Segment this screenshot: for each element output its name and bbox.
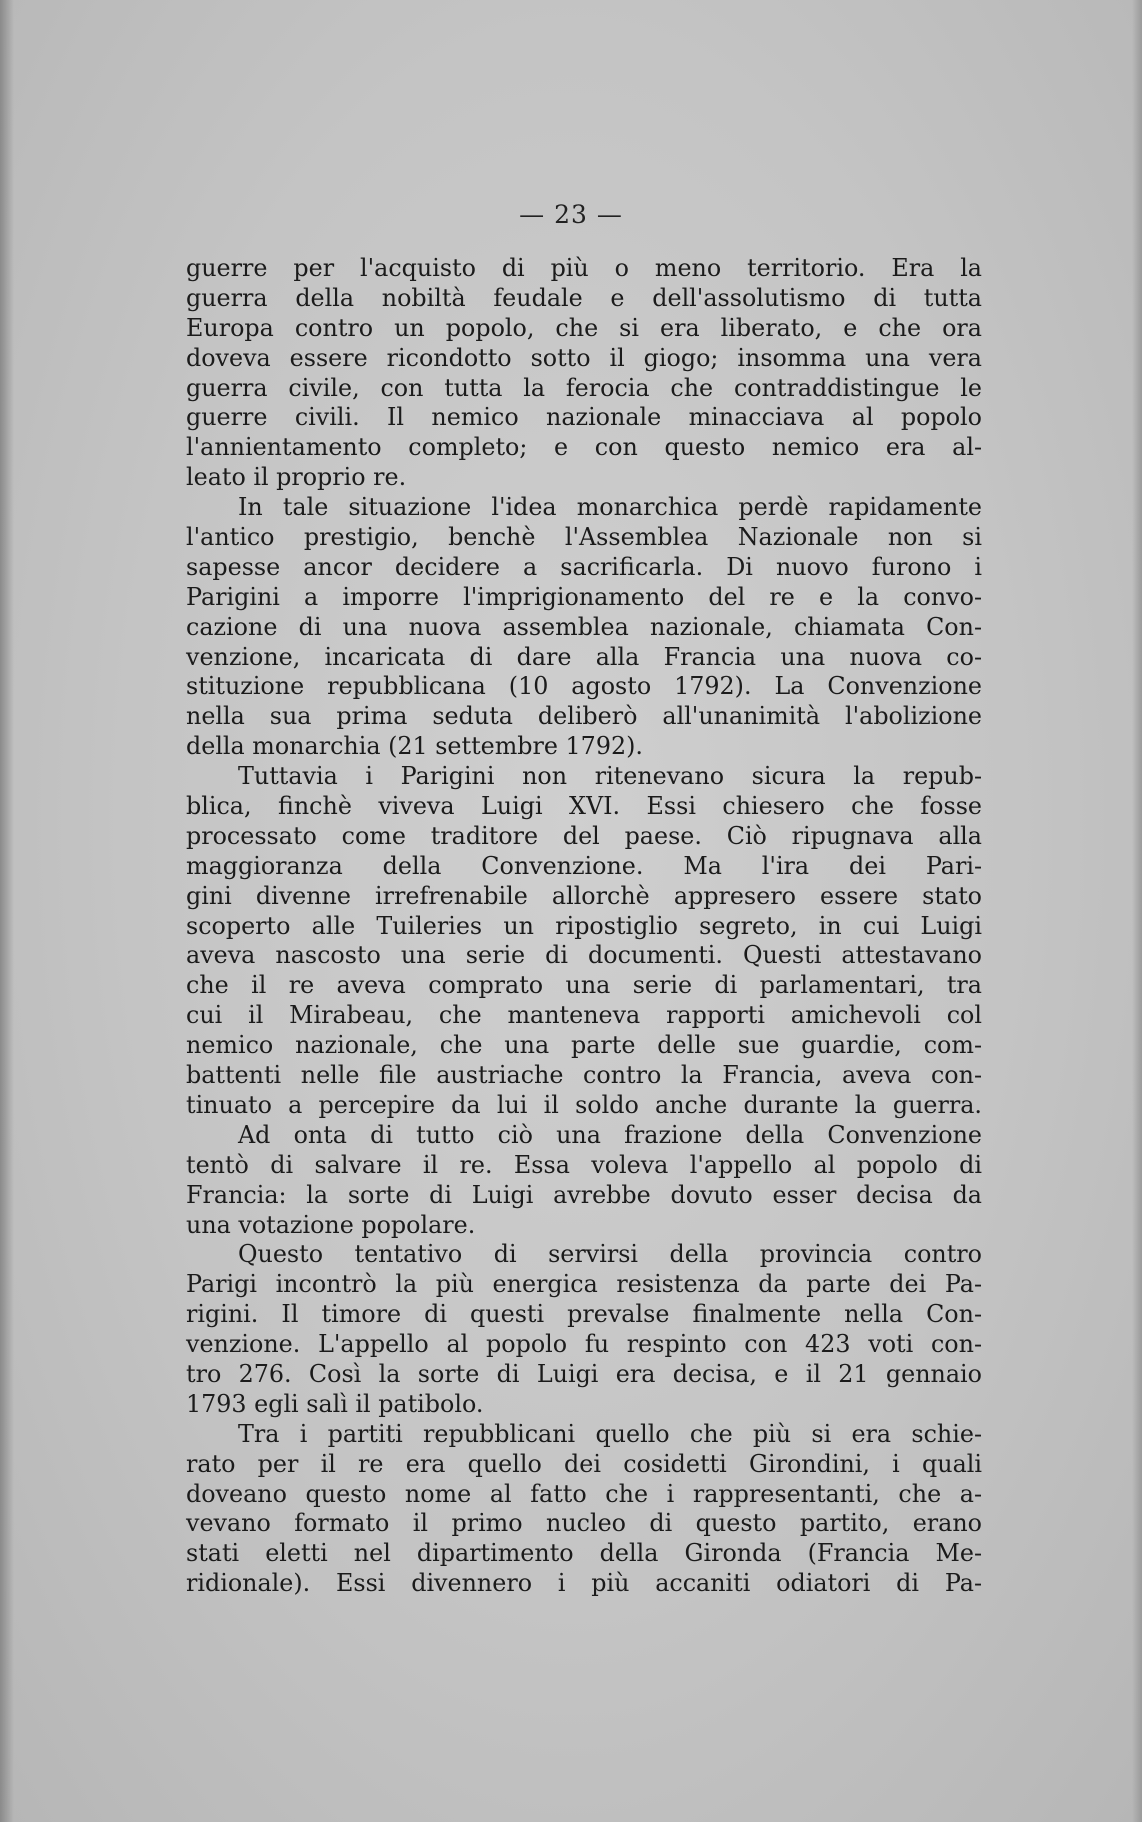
page-edge-left [0,0,14,1822]
text-line: guerra civile, con tutta la ferocia che contraddistingue le [186,373,982,402]
page-number: — 23 — [519,200,623,229]
text-line: Francia: la sorte di Luigi avrebbe dovuto esser decisa da [186,1180,982,1209]
text-line: vevano formato il primo nucleo di questo partito, erano [186,1509,982,1538]
text-line: nemico nazionale, che una parte delle sue guardie, com- [186,1031,982,1060]
text-line: l'annientamento completo; e con questo nemico era al- [186,433,982,462]
text-line: guerre per l'acquisto di più o meno territorio. Era la [186,254,982,282]
text-line: guerra della nobiltà feudale e dell'assolutismo di tutta [186,283,982,312]
text-line: rigini. Il timore di questi prevalse finalmente nella Con- [186,1300,982,1329]
text-line: Ad onta di tutto ciò una frazione della Convenzione [238,1120,982,1149]
text-line: guerre civili. Il nemico nazionale minacciava al popolo [186,403,982,432]
text-line: tro 276. Così la sorte di Luigi era decisa, e il 21 gennaio [186,1359,982,1388]
text-line: gini divenne irrefrenabile allorchè appresero essere stato [186,881,982,910]
text-line: battenti nelle file austriache contro la Francia, aveva con- [186,1061,982,1090]
text-line: venzione, incaricata di dare alla Francia una nuova co- [186,642,982,671]
text-line: nella sua prima seduta deliberò all'unanimità l'abolizione [186,702,982,731]
text-line: Europa contro un popolo, che si era liberato, e che ora [186,313,982,342]
text-line: maggioranza della Convenzione. Ma l'ira dei Pari- [186,851,982,880]
text-line: Questo tentativo di servirsi della provincia contro [238,1240,982,1269]
text-line: processato come traditore del paese. Ciò ripugnava alla [186,821,982,850]
text-line: Parigini a imporre l'imprigionamento del re e la convo- [186,582,982,611]
text-line: aveva nascosto una serie di documenti. Questi attestavano [186,941,982,970]
text-line: venzione. L'appello al popolo fu respinto con 423 voti con- [186,1330,982,1359]
text-line: l'antico prestigio, benchè l'Assemblea Nazionale non si [186,523,982,552]
text-line: Tra i partiti repubblicani quello che più si era schie- [238,1419,982,1448]
text-line: scoperto alle Tuileries un ripostiglio segreto, in cui Luigi [186,911,982,940]
text-line: In tale situazione l'idea monarchica perdè rapidamente [238,493,982,522]
text-line: della monarchia (21 settembre 1792). [186,732,643,761]
text-line: doveano questo nome al fatto che i rappresentanti, che a- [186,1479,982,1508]
text-line: leato il proprio re. [186,463,407,492]
text-line: rato per il re era quello dei cosidetti Girondini, i quali [186,1449,982,1478]
text-line: 1793 egli salì il patibolo. [186,1389,484,1418]
text-line: tinuato a percepire da lui il soldo anche durante la guerra. [186,1090,982,1119]
text-line: cui il Mirabeau, che manteneva rapporti amichevoli col [186,1001,982,1030]
text-line: una votazione popolare. [186,1210,476,1239]
text-line: stituzione repubblicana (10 agosto 1792). La Convenzione [186,672,982,701]
text-line: blica, finchè viveva Luigi XVI. Essi chiesero che fosse [186,792,982,821]
page-edge-right [1132,0,1142,1822]
text-line: ridionale). Essi divennero i più accaniti odiatori di Pa- [186,1569,982,1598]
text-line: cazione di una nuova assemblea nazionale, chiamata Con- [186,612,982,641]
body-text [186,254,982,1599]
text-line: tentò di salvare il re. Essa voleva l'appello al popolo di [186,1150,982,1179]
text-line: Tuttavia i Parigini non ritenevano sicura la repub- [238,762,982,791]
text-line: sapesse ancor decidere a sacrificarla. Di nuovo furono i [186,552,982,581]
text-line: che il re aveva comprato una serie di parlamentari, tra [186,971,982,1000]
text-line: stati eletti nel dipartimento della Gironda (Francia Me- [186,1539,982,1568]
text-line: Parigi incontrò la più energica resistenza da parte dei Pa- [186,1270,982,1299]
text-line: doveva essere ricondotto sotto il giogo; insomma una vera [186,343,982,372]
